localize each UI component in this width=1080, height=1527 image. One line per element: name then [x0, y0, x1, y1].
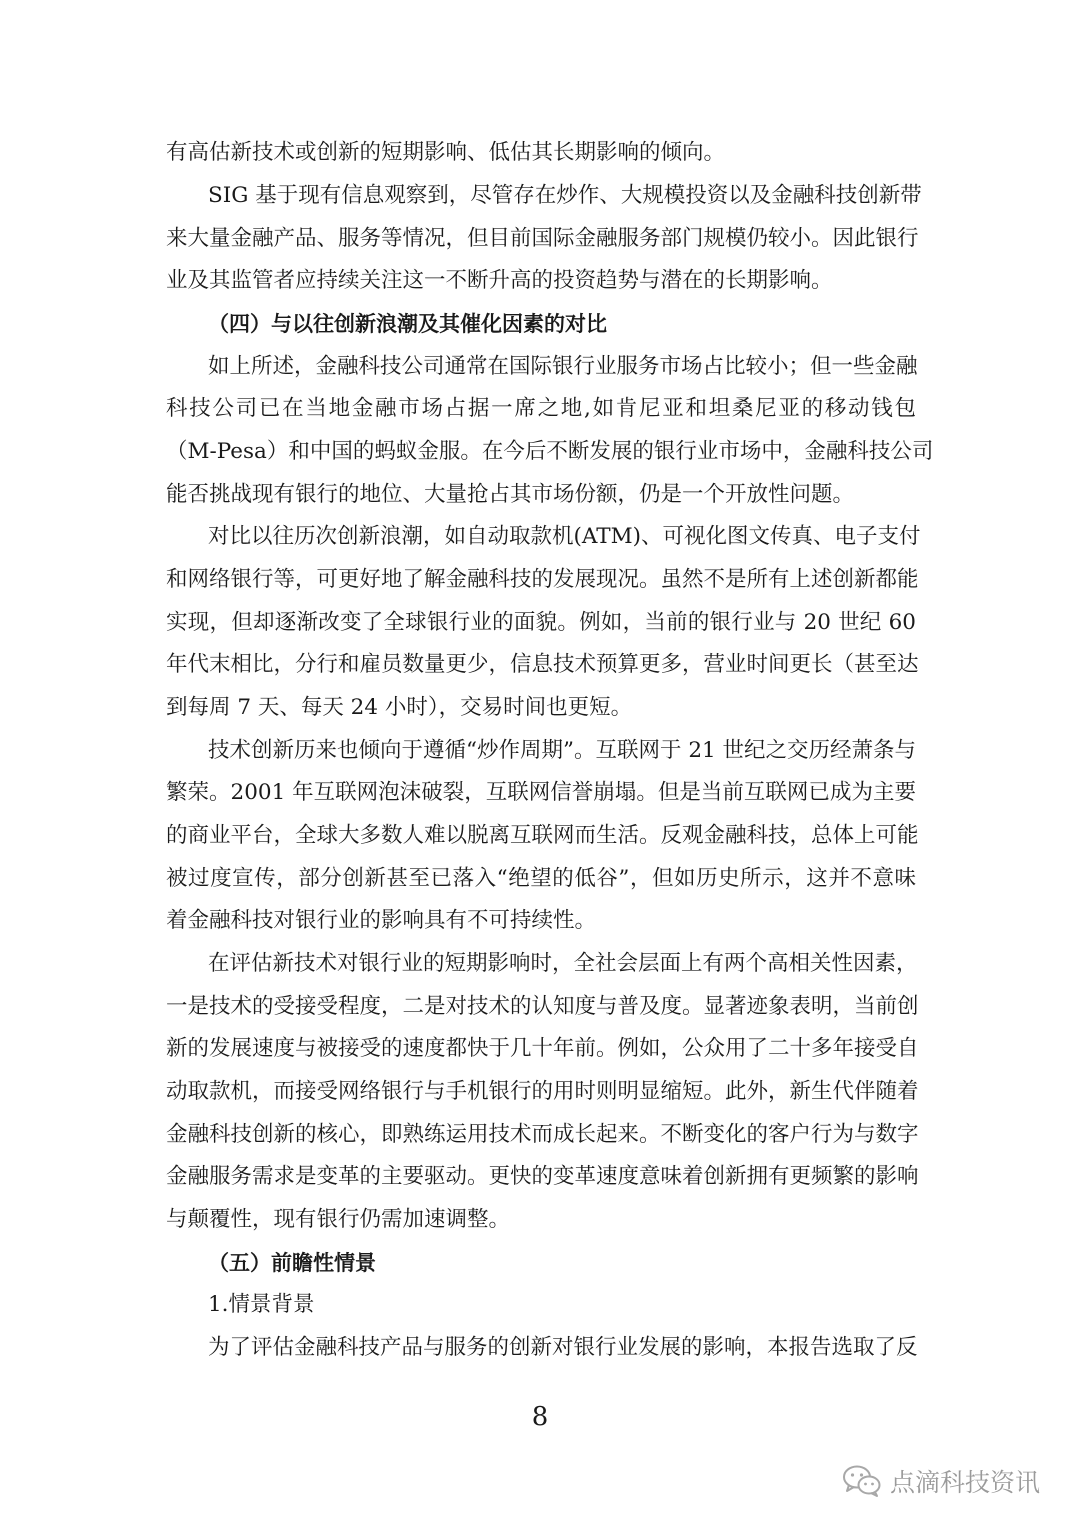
text-line: 金融科技创新的核心，即熟练运用技术而成长起来。不断变化的客户行为与数字 [166, 1122, 919, 1147]
section-heading: （四）与以往创新浪潮及其催化因素的对比 [208, 312, 607, 336]
text-line: 被过度宣传，部分创新甚至已落入“绝望的低谷”，但如历史所示，这并不意味 [166, 866, 916, 891]
text-line: 繁荣。2001 年互联网泡沫破裂，互联网信誉崩塌。但是当前互联网已成为主要 [166, 780, 916, 805]
watermark [842, 1461, 1040, 1501]
text-line: 和网络银行等，可更好地了解金融科技的发展现况。虽然不是所有上述创新都能 [166, 567, 919, 592]
text-line: （M-Pesa）和中国的蚂蚁金服。在今后不断发展的银行业市场中，金融科技公司 [166, 439, 934, 464]
text-line: 技术创新历来也倾向于遵循“炒作周期”。互联网于 21 世纪之交历经萧条与 [208, 738, 917, 763]
wechat-icon [842, 1464, 882, 1498]
text-line: 到每周 7 天、每天 24 小时），交易时间也更短。 [166, 695, 633, 720]
page-number: 8 [531, 1402, 549, 1432]
text-line: 有高估新技术或创新的短期影响、低估其长期影响的倾向。 [166, 140, 726, 165]
text-line: 能否挑战现有银行的地位、大量抢占其市场份额，仍是一个开放性问题。 [166, 482, 855, 507]
text-line: 新的发展速度与被接受的速度都快于几十年前。例如，公众用了二十多年接受自 [166, 1036, 919, 1061]
text-line: 业及其监管者应持续关注这一不断升高的投资趋势与潜在的长期影响。 [166, 268, 833, 293]
text-line: 科技公司已在当地金融市场占据一席之地,如肯尼亚和坦桑尼亚的移动钱包 [166, 396, 916, 421]
text-line: 如上所述，金融科技公司通常在国际银行业服务市场占比较小；但一些金融 [208, 354, 918, 379]
watermark-text: 点滴科技资讯 [890, 1468, 1041, 1497]
text-line: 在评估新技术对银行业的短期影响时，全社会层面上有两个高相关性因素， [208, 951, 918, 976]
text-line: 着金融科技对银行业的影响具有不可持续性。 [166, 908, 597, 933]
text-line: 对比以往历次创新浪潮，如自动取款机(ATM)、可视化图文传真、电子支付 [208, 524, 921, 549]
text-line: 一是技术的受接受程度，二是对技术的认知度与普及度。显著迹象表明，当前创 [166, 994, 919, 1019]
text-line: 实现，但却逐渐改变了全球银行业的面貌。例如，当前的银行业与 20 世纪 60 [166, 610, 916, 635]
text-line: 与颠覆性，现有银行仍需加速调整。 [166, 1207, 511, 1232]
text-line: SIG 基于现有信息观察到，尽管存在炒作、大规模投资以及金融科技创新带 [208, 183, 922, 208]
text-line: 年代末相比，分行和雇员数量更少，信息技术预算更多，营业时间更长（甚至达 [166, 652, 919, 677]
text-line: 动取款机，而接受网络银行与手机银行的用时则明显缩短。此外，新生代伴随着 [166, 1079, 919, 1104]
text-line: 的商业平台，全球大多数人难以脱离互联网而生活。反观金融科技，总体上可能 [166, 823, 919, 848]
subsection-heading: 1.情景背景 [208, 1292, 315, 1317]
text-line: 来大量金融产品、服务等情况，但目前国际金融服务部门规模仍较小。因此银行 [166, 226, 919, 251]
text-line: 金融服务需求是变革的主要驱动。更快的变革速度意味着创新拥有更频繁的影响 [166, 1164, 919, 1189]
section-heading: （五）前瞻性情景 [208, 1251, 376, 1275]
text-line: 为了评估金融科技产品与服务的创新对银行业发展的影响，本报告选取了反 [208, 1335, 918, 1360]
